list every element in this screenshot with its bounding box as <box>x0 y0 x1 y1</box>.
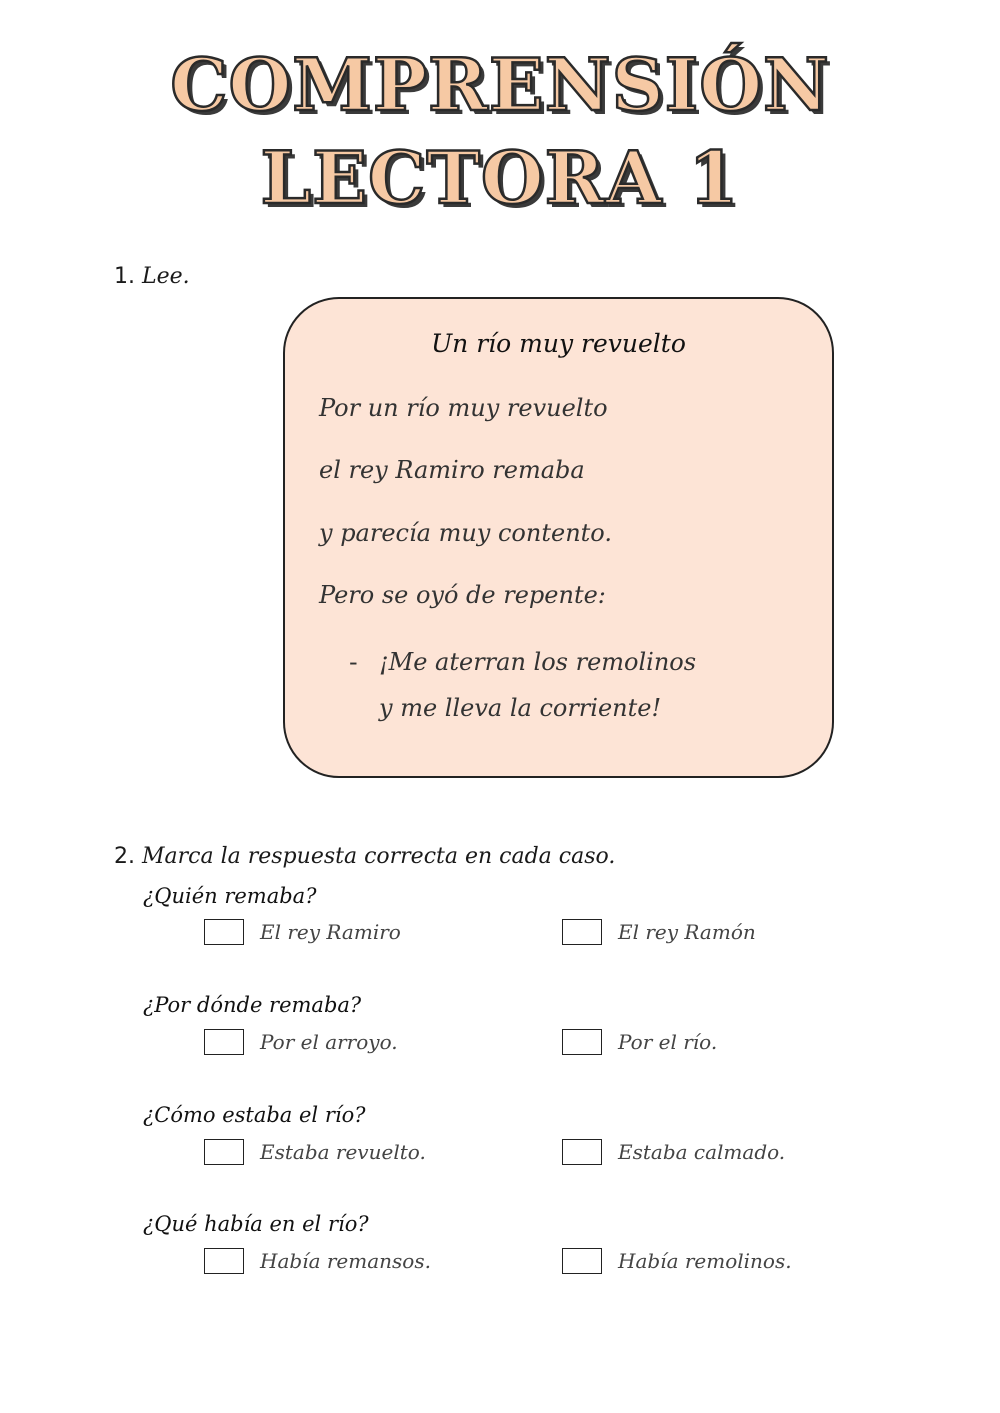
section-1-number: 1. <box>114 264 135 289</box>
answer-checkbox[interactable] <box>562 1029 602 1055</box>
poem-line: y parecía muy contento. <box>319 519 612 547</box>
section-2-heading <box>114 844 615 869</box>
dialogue-dash: - <box>349 648 358 676</box>
option-label: El rey Ramón <box>618 920 756 944</box>
answer-checkbox[interactable] <box>204 1248 244 1274</box>
answer-checkbox[interactable] <box>562 1248 602 1274</box>
page-title-line-1: COMPRENSIÓN <box>170 42 830 127</box>
question-3: ¿Cómo estaba el río? <box>143 1103 366 1127</box>
section-1-instruction: Lee. <box>142 264 190 289</box>
answer-checkbox[interactable] <box>204 919 244 945</box>
option-1b[interactable] <box>562 919 756 945</box>
poem-line: ¡Me aterran los remolinos <box>379 648 697 676</box>
page-title-line-2: LECTORA 1 <box>260 135 740 220</box>
option-3a[interactable] <box>204 1139 426 1165</box>
option-4a[interactable] <box>204 1248 431 1274</box>
question-4: ¿Qué había en el río? <box>143 1212 369 1236</box>
question-2: ¿Por dónde remaba? <box>143 993 362 1017</box>
option-label: Estaba calmado. <box>618 1140 786 1164</box>
option-label: Había remansos. <box>260 1249 431 1273</box>
answer-checkbox[interactable] <box>204 1139 244 1165</box>
answer-checkbox[interactable] <box>204 1029 244 1055</box>
poem-title: Un río muy revuelto <box>431 329 686 358</box>
option-4b[interactable] <box>562 1248 792 1274</box>
poem-line: Por un río muy revuelto <box>319 394 608 422</box>
question-1: ¿Quién remaba? <box>143 884 317 908</box>
section-2-number: 2. <box>114 844 135 869</box>
option-label: Estaba revuelto. <box>260 1140 426 1164</box>
option-2a[interactable] <box>204 1029 398 1055</box>
poem-line: Pero se oyó de repente: <box>319 581 606 609</box>
section-1-heading <box>114 264 190 289</box>
option-2b[interactable] <box>562 1029 717 1055</box>
poem-line: el rey Ramiro remaba <box>319 456 585 484</box>
reading-box <box>283 297 834 778</box>
option-label: Por el río. <box>618 1030 718 1054</box>
option-label: Por el arroyo. <box>260 1030 398 1054</box>
poem-line: y me lleva la corriente! <box>379 694 662 722</box>
option-label: Había remolinos. <box>618 1249 792 1273</box>
section-2-instruction: Marca la respuesta correcta en cada caso. <box>142 844 616 869</box>
option-label: El rey Ramiro <box>260 920 401 944</box>
answer-checkbox[interactable] <box>562 1139 602 1165</box>
answer-checkbox[interactable] <box>562 919 602 945</box>
option-1a[interactable] <box>204 919 401 945</box>
option-3b[interactable] <box>562 1139 785 1165</box>
